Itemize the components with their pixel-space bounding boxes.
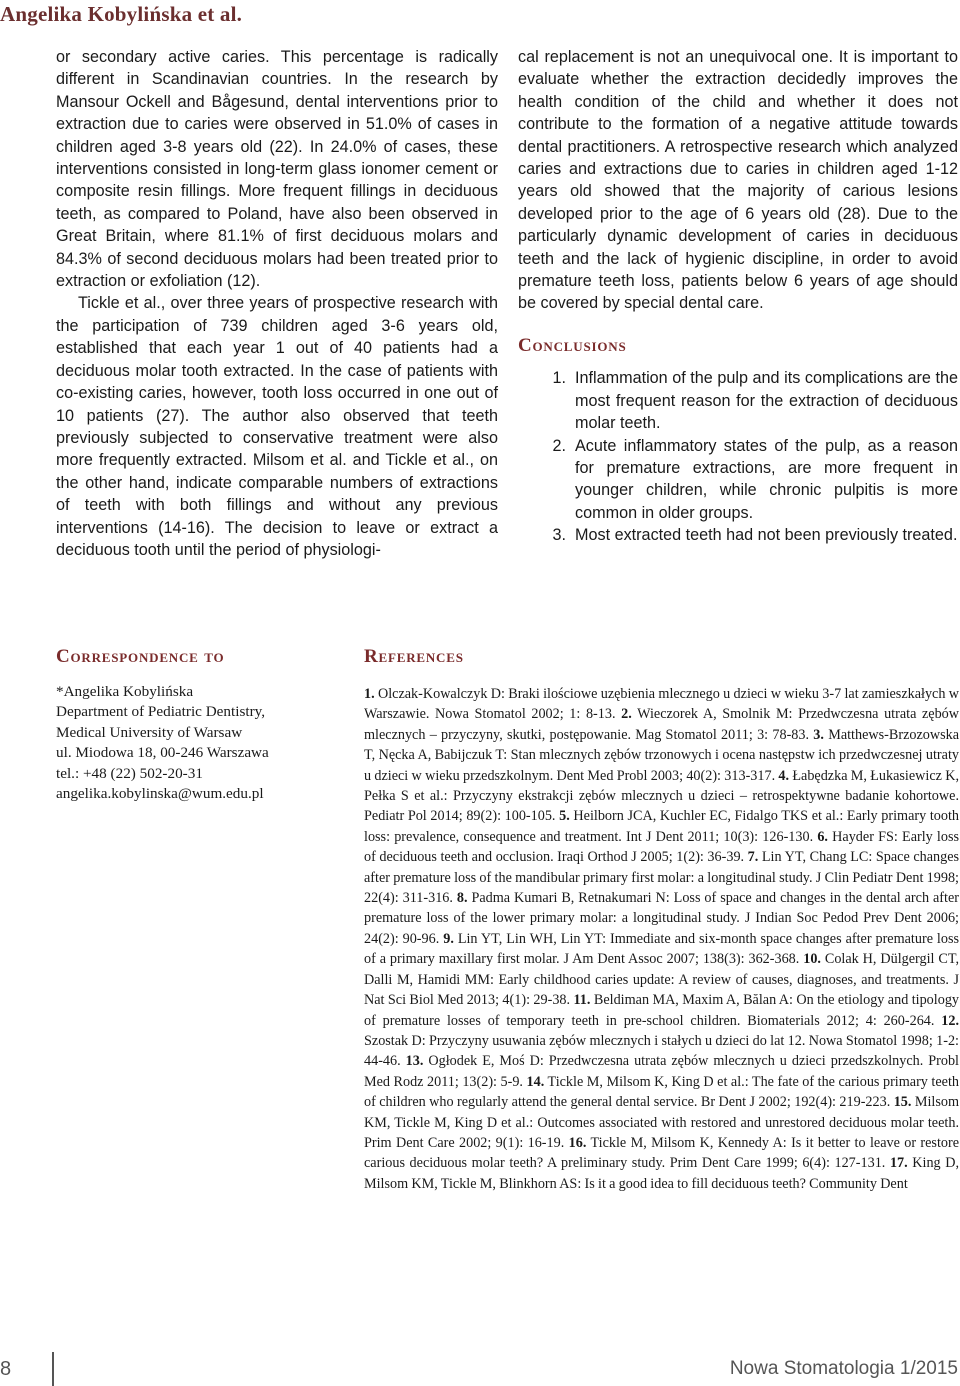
reference-number: 17. <box>889 1155 908 1172</box>
reference-number: 6. <box>817 828 828 845</box>
reference-number: 10. <box>803 951 821 968</box>
reference-text: Hayder FS: Early loss of deciduous teeth and occlusion. Iraqi Orthod J 2005; 1(2): 36-39. <box>364 828 960 866</box>
journal-footer <box>730 1358 958 1380</box>
reference-text: Tickle M, Milsom K, Kennedy A: Is it better to leave or restore carious deciduous molar teeth? A preliminary study. Prim Dent Care 1999; 6(4): 127-131. <box>364 1134 960 1172</box>
conclusion-text: Inflammation of the pulp and its complications are the most frequent reason for the extraction of deciduous molar teeth. <box>575 369 958 433</box>
reference-number: 14. <box>526 1073 545 1090</box>
reference-text: Ogłodek E, Moś D: Przedwczesna utrata zębów mlecznych u dzieci przedszkolnych. Probl Med Rodz 2011; 13(2): 5-9. <box>364 1053 959 1090</box>
conclusion-number: 1. <box>552 369 566 388</box>
running-head: Angelika Kobylińska et al. <box>0 2 243 26</box>
footer-divider <box>52 1352 54 1386</box>
reference-number: 2. <box>621 706 632 723</box>
reference-text: Milsom KM, Tickle M, King D et al.: Outcomes associated with restored and unrestored deciduous molar teeth. Prim Dent Care 2002; 9(1): 16-19. <box>364 1094 960 1151</box>
journal-issue: 1/2015 <box>899 1358 958 1379</box>
author-name: *Angelika Kobylińska <box>56 683 194 700</box>
reference-text: Beldiman MA, Maxim A, Bălan A: On the etiology and tipology of premature losses of temporary teeth in pre-school children. Biomaterials 2012; 4: 260-264. <box>364 992 960 1029</box>
references-block <box>364 646 959 1194</box>
reference-text: Colak H, Dülgergil CT, Dalli M, Hamidi MM: Early childhood caries update: A review of causes, diagnoses, and treatments. J Nat Sci Biol Med 2013; 4(1): 29-38. <box>364 951 959 1009</box>
conclusion-number: 3. <box>552 526 566 545</box>
reference-number: 3. <box>813 726 824 743</box>
correspondence-heading: Correspondence to <box>56 646 225 667</box>
reference-number: 7. <box>747 849 759 866</box>
university: Medical University of Warsaw <box>56 723 243 741</box>
reference-number: 15. <box>893 1094 912 1111</box>
reference-text: Tickle M, Milsom K, King D et al.: The fate of the carious primary teeth of children who regularly attend the general dental service. Br Dent J 2002; 192(4): 219-223. <box>364 1073 959 1111</box>
reference-text: Olczak-Kowalczyk D: Braki ilościowe uzębienia mlecznego u dzieci w wieku 3-7 lat zamieszkałych w Warszawie. Nowa Stomatol 2002; 1: 8-13. <box>364 686 959 723</box>
body-paragraph: Tickle et al., over three years of prospective research with the participation of 739 children aged 3-6 years old, established that each year 1 out of 40 patients had a deciduous molar tooth extracted. In the case of patients with co-existing caries, however, tooth loss occurred in one out of 10 patients (27). The author also observed that teeth previously subjected to conservative treatment were also more frequently extracted. Milsom et al. and Tickle et al., on the other hand, indicate comparable numbers of extractions of teeth with both fillings and without any previous interventions (14-16). The decision to leave or extract a deciduous tooth until the period of physiologi- <box>56 294 498 559</box>
journal-name-2: Stomatologia <box>783 1358 895 1379</box>
reference-number: 5. <box>559 808 570 825</box>
department: Department of Pediatric Dentistry, <box>56 703 266 721</box>
reference-number: 9. <box>443 930 454 947</box>
reference-number: 4. <box>778 767 790 784</box>
body-paragraph: cal replacement is not an unequivocal one. It is important to evaluate whether the extraction decidedly improves the health condition of the child and whether it does not contribute to the formation of a negative attitude towards dental practitioners. A retrospective research which analyzed caries and extractions due to caries in children aged 1-12 years old showed that the majority of carious lesions developed prior to the age of 6 years old (28). Due to the particularly dynamic development of caries in deciduous teeth and the lack of hygienic discipline, in order to avoid premature teeth loss, patients below 6 years of age should be covered by special dental care. <box>518 48 958 313</box>
right-text-column <box>518 46 958 547</box>
reference-text: Lin YT, Lin WH, Lin YT: Immediate and six-month space changes after premature loss of a primary maxillary first molar. J Am Dent Assoc 2007; 138(3): 362-368. <box>364 930 960 968</box>
conclusions-list <box>518 367 958 546</box>
reference-text: Heilborn JCA, Kuchler EC, Fidalgo TKS et al.: Early primary tooth loss: prevalence, consequence and treatment. Int J Dent 2011; 10(3): 126-130. <box>364 808 959 845</box>
body-paragraph: or secondary active caries. This percentage is radically different in Scandinavian countries. In the research by Mansour Ockell and Bågesund, dental interventions prior to extraction due to caries were observed in 51.0% of cases in children aged 3-8 years old (22). In 24.0% of cases, these interventions consisted in long-term glass ionomer cement or composite resin fillings. More frequent fillings in deciduous teeth, as compared to Poland, have also been observed in Great Britain, where 81.1% of first deciduous molars and 84.3% of second deciduous molars had been treated prior to extraction or exfoliation (12). <box>56 48 498 291</box>
conclusions-heading: Conclusions <box>518 334 627 356</box>
conclusion-item <box>518 367 958 434</box>
email[interactable]: angelika.kobylinska@wum.edu.pl <box>56 785 264 803</box>
reference-text: Matthews-Brzozowska T, Nęcka A, Babijczuk T: Stan mlecznych zębów trzonowych i ocena następstw ich przedwczesnej utraty u dzieci w wieku przedszkolnym. Dent Med Probl 2003; 40(2): 313-317. <box>364 726 960 784</box>
reference-number: 1. <box>364 686 375 702</box>
conclusion-text: Most extracted teeth had not been previously treated. <box>575 526 958 545</box>
references-heading: References <box>364 646 464 667</box>
reference-number: 12. <box>941 1012 959 1029</box>
reference-text: Szostak D: Przyczyny usuwania zębów mlecznych i stałych u dzieci do lat 12. Nowa Stomatol 1998; 1-2: 44-46. <box>364 1032 959 1070</box>
conclusion-item <box>518 524 958 546</box>
reference-number: 16. <box>568 1134 587 1151</box>
conclusion-number: 2. <box>552 436 566 455</box>
reference-text: Lin YT, Chang LC: Space changes after premature loss of the mandibular primary first molar: a longitudinal study. J Clin Pediatr Dent 1998; 22(4): 311-316. <box>364 849 960 907</box>
correspondence-block <box>56 646 326 804</box>
journal-name: Nowa <box>729 1358 779 1379</box>
correspondence-address <box>56 682 326 804</box>
conclusion-text: Acute inflammatory states of the pulp, as a reason for premature extractions, are more frequent in younger children, while chronic pulpitis is more common in older groups. <box>575 436 958 522</box>
reference-text: Łabędzka M, Łukasiewicz K, Pełka S et al.: Przyczyny ekstrakcji zębów mlecznych u dzieci – retrospektywne badanie kohortowe. Pediatr Pol 2014; 89(2): 100-105. <box>364 767 960 825</box>
reference-number: 8. <box>456 890 468 907</box>
reference-text: Wieczorek A, Smolnik M: Przedwczesna utrata zębów mlecznych – przyczyny, skutki, postępowanie. Mag Stomatol 2011; 3: 78-83. <box>364 706 960 743</box>
reference-number: 13. <box>405 1053 424 1070</box>
reference-text: Padma Kumari B, Retnakumari N: Loss of space and changes in the dental arch after premature loss of the lower primary molar: a longitudinal study. J Indian Soc Pedod Prev Dent 2006; 24(2): 90-96. <box>364 890 959 947</box>
telephone: tel.: +48 (22) 502-20-31 <box>56 764 203 782</box>
references-list <box>364 684 959 1194</box>
page-number: 8 <box>0 1358 12 1380</box>
reference-text: King D, Milsom KM, Tickle M, Blinkhorn AS: Is it a good idea to fill deciduous teeth? Community Dent <box>364 1155 960 1192</box>
conclusion-item <box>518 435 958 525</box>
left-text-column <box>56 46 498 561</box>
reference-number: 11. <box>573 992 591 1009</box>
street-address: ul. Miodowa 18, 00-246 Warszawa <box>56 744 269 762</box>
